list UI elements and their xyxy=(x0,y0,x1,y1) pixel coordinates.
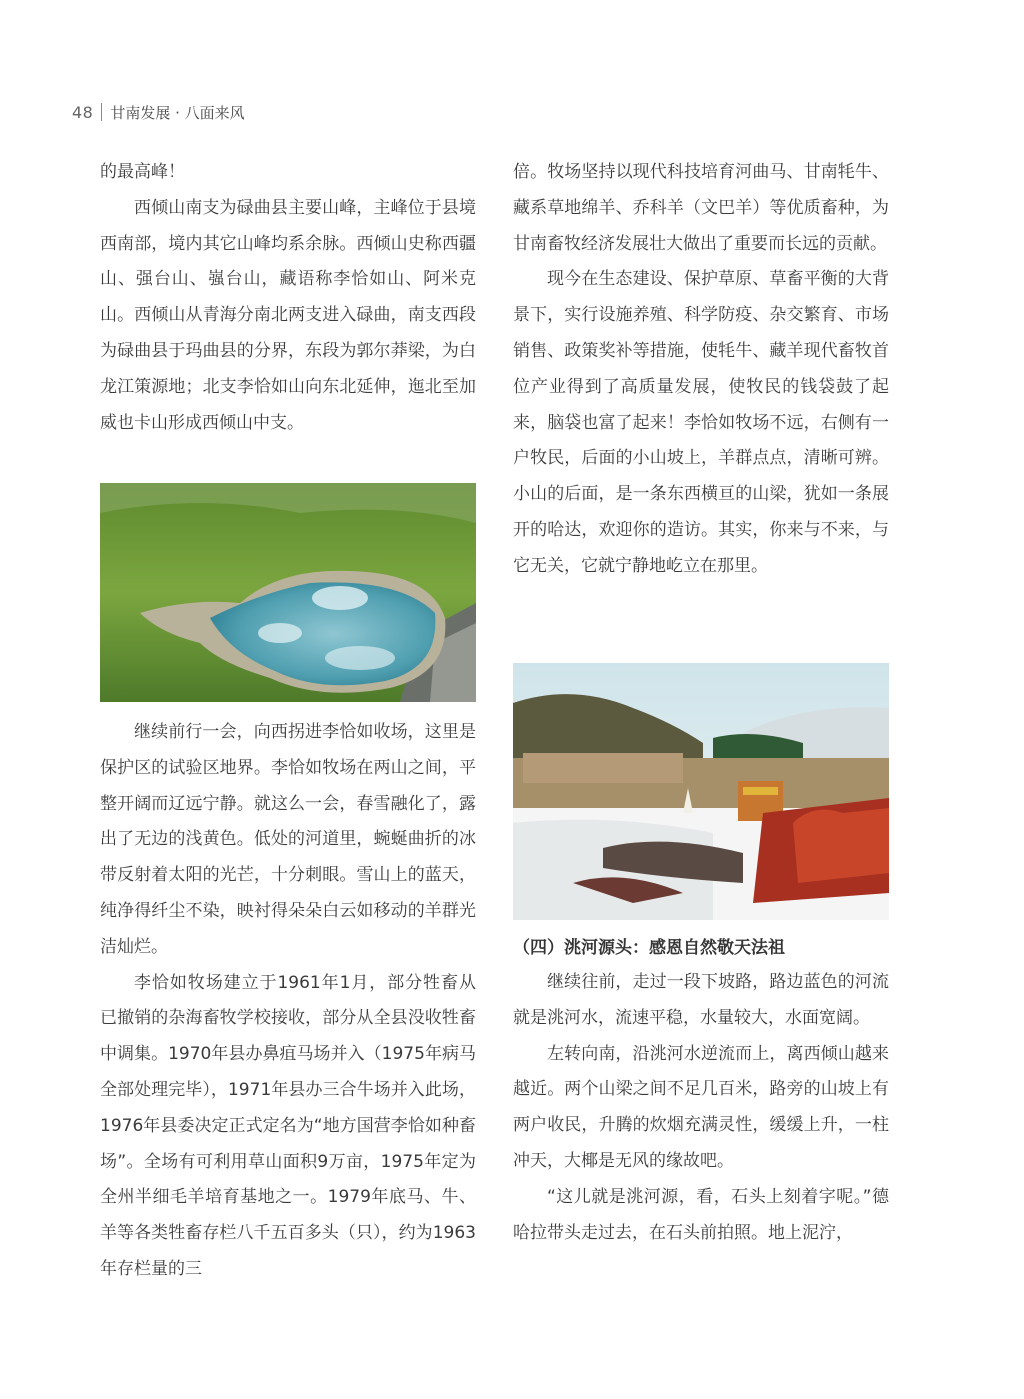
left-column-bottom xyxy=(100,715,476,1288)
header-divider xyxy=(101,103,102,121)
section-subheading: （四）洮河源头：感恩自然敬天法祖 xyxy=(513,938,785,958)
paragraph: 西倾山南支为碌曲县主要山峰，主峰位于县境西南部，境内其它山峰均系余脉。西倾山史称西疆山、强台山、嵹台山，藏语称李恰如山、阿米克山。西倾山从青海分南北两支进入碌曲，南支西段为碌曲县于玛曲县的分界，东段为郭尔莽梁，为白龙江策源地；北支李恰如山向东北延伸，迤北至加威也卡山形成西倾山中支。 xyxy=(100,197,476,433)
section-title: 甘南发展 · 八面来风 xyxy=(110,103,245,122)
paragraph: 继续往前，走过一段下坡路，路边蓝色的河流就是洮河水，流速平稳，水量较大，水面宽阔。 xyxy=(513,972,889,1028)
paragraph: 左转向南，沿洮河水逆流而上，离西倾山越来越近。两个山梁之间不足几百米，路旁的山坡上有两户收民，升腾的炊烟充满灵性，缓缓上升，一柱冲天，大椰是无风的缘故吧。 xyxy=(513,1043,889,1171)
page-number: 48 xyxy=(72,102,94,122)
right-column-top xyxy=(513,155,889,585)
paragraph: 的最高峰！ xyxy=(100,162,185,182)
paragraph: 现今在生态建设、保护草原、草畜平衡的大背景下，实行设施养殖、科学防疫、杂交繁育、市场销售、政策奖补等措施，使牦牛、藏羊现代畜牧首位产业得到了高质量发展，使牧民的钱袋鼓了起来，脑袋也富了起来！李恰如牧场不远，右侧有一户牧民，后面的小山坡上，羊群点点，清晰可辨。小山的后面，是一条东西横亘的山梁，犹如一条展开的哈达，欢迎你的造访。其实，你来与不来，与它无关，它就宁静地屹立在那里。 xyxy=(513,269,889,576)
left-column-top xyxy=(100,155,476,441)
right-column-bottom xyxy=(513,965,889,1251)
paragraph: 继续前行一会，向西拐进李恰如收场，这里是保护区的试验区地界。李恰如牧场在两山之间，平整开阔而辽远宁静。就这么一会，春雪融化了，露出了无边的浅黄色。低处的河道里，蜿蜒曲折的冰带反射着太阳的光芒，十分刺眼。雪山上的蓝天，纯净得纤尘不染，映衬得朵朵白云如移动的羊群光洁灿烂。 xyxy=(100,722,476,957)
paragraph: 李恰如牧场建立于1961年1月，部分牲畜从已撤销的杂海畜牧学校接收，部分从全县没收牲畜中调集。1970年县办鼻疽马场并入（1975年病马全部处理完毕），1971年县办三合牛场并入此场，1976年县委决定正式定名为“地方国营李恰如种畜场”。全场有可利用草山面积9万亩，1975年定为全州半细毛羊培育基地之一。1979年底马、牛、羊等各类牲畜存栏八千五百多头（只），约为1963年存栏量的三 xyxy=(100,972,476,1279)
paragraph: “这儿就是洮河源，看，石头上刻着字呢。”德哈拉带头走过去，在石头前拍照。地上泥泞， xyxy=(513,1186,889,1243)
paragraph: 倍。牧场坚持以现代科技培育河曲马、甘南牦牛、藏系草地绵羊、乔科羊（文巴羊）等优质畜种，为甘南畜牧经济发展壮大做出了重要而长远的贡献。 xyxy=(513,162,889,254)
running-header xyxy=(72,100,245,124)
lake-photo xyxy=(100,483,476,702)
monastery-festival-photo xyxy=(513,663,889,920)
